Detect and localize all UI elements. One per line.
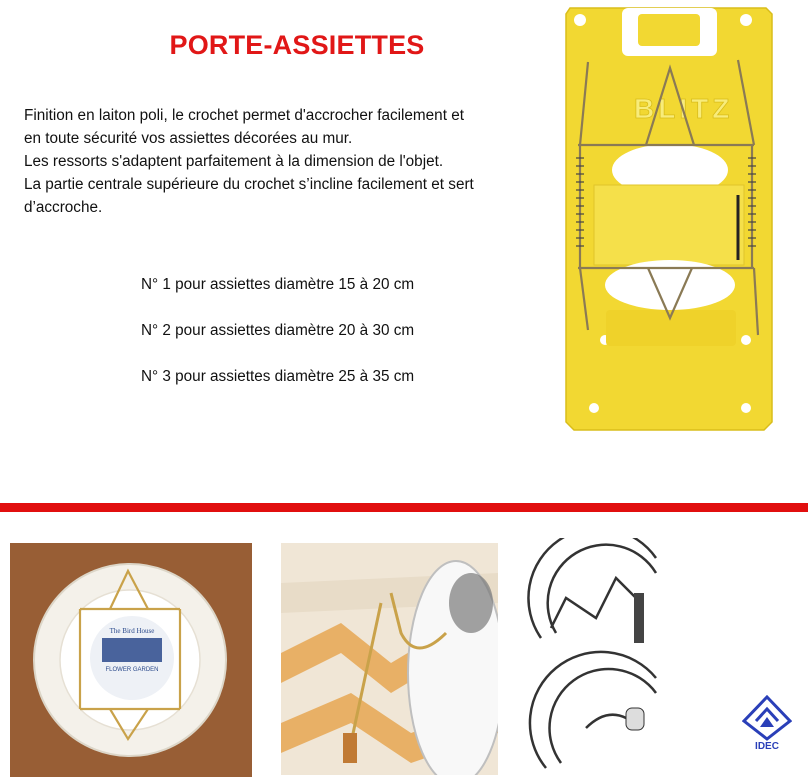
size-item: N° 1 pour assiettes diamètre 15 à 20 cm (141, 276, 415, 293)
hook-closeup-photo (281, 543, 498, 775)
idec-logo (742, 695, 792, 757)
description-line: La partie centrale supérieure du crochet s’incline facilement et sert (24, 176, 474, 193)
idec-logo-text: IDEC (755, 741, 779, 752)
size-item: N° 2 pour assiettes diamètre 20 à 30 cm (141, 322, 415, 339)
instruction-diagrams (516, 538, 661, 774)
page-title: PORTE-ASSIETTES (169, 30, 425, 60)
size-list (141, 276, 414, 414)
description-line: Finition en laiton poli, le crochet permet d'accrocher facilement et (24, 107, 464, 124)
description-line: Les ressorts s'adaptent parfaitement à la dimension de l'objet. (24, 153, 444, 170)
plate-photo (10, 543, 252, 777)
section-divider (0, 503, 808, 512)
brand-label: BLITZ (634, 93, 734, 124)
plate-label-line1: The Bird House (109, 627, 155, 635)
description-line: en toute sécurité vos assiettes décorées au mur. (24, 130, 353, 147)
description (24, 104, 544, 219)
size-item: N° 3 pour assiettes diamètre 25 à 35 cm (141, 368, 415, 385)
description-line: d’accroche. (24, 199, 103, 216)
plate-label-line2: FLOWER GARDEN (105, 667, 159, 673)
idec-logo-icon (742, 695, 792, 741)
product-image (558, 0, 780, 432)
